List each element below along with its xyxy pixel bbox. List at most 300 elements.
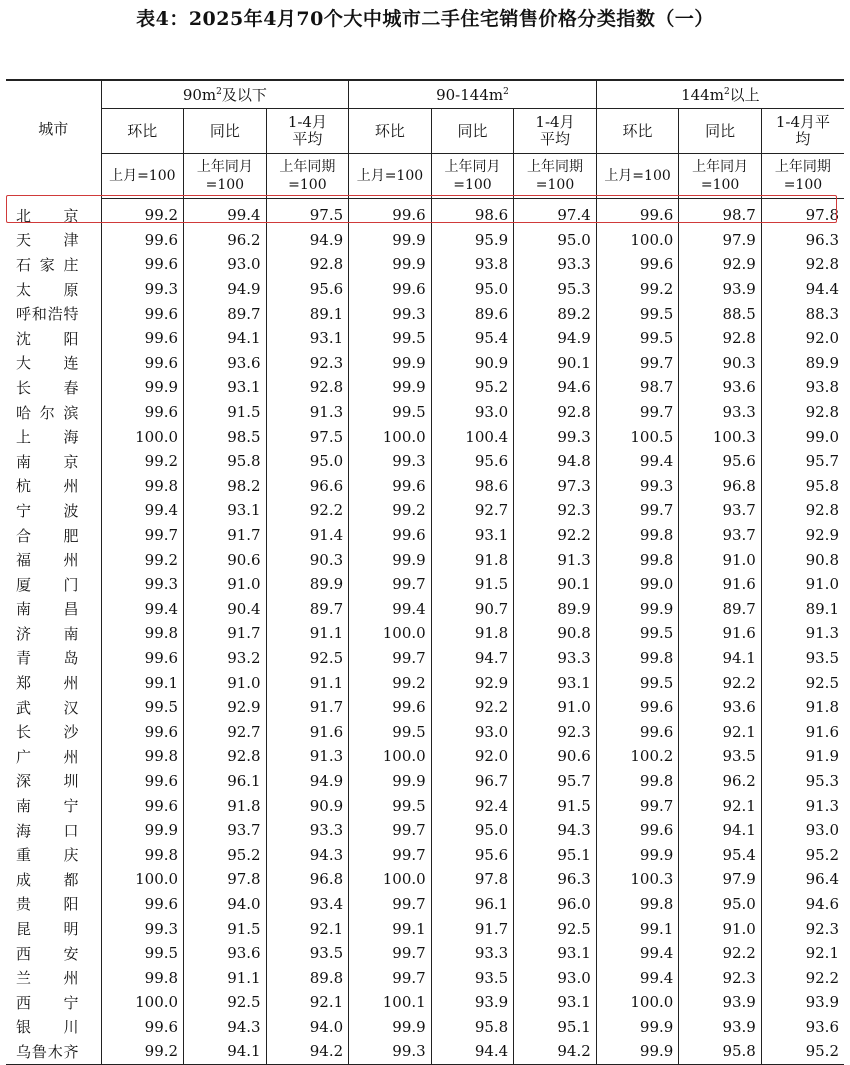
table-row <box>6 867 844 892</box>
index-value: 99.0 <box>596 572 679 597</box>
index-value: 93.5 <box>679 744 762 769</box>
table-row <box>6 916 844 941</box>
city-name: 长春 <box>16 378 79 397</box>
index-value: 94.1 <box>184 326 267 351</box>
index-value: 99.5 <box>349 326 432 351</box>
index-value: 95.6 <box>431 449 514 474</box>
city-name: 青岛 <box>16 649 79 668</box>
index-value: 93.5 <box>761 646 844 671</box>
index-value: 100.3 <box>679 424 762 449</box>
city-name: 贵阳 <box>16 895 79 914</box>
index-value: 99.1 <box>349 916 432 941</box>
index-value: 98.7 <box>679 199 762 228</box>
index-value: 99.9 <box>596 597 679 622</box>
index-value: 94.3 <box>514 818 597 843</box>
index-value: 90.6 <box>514 744 597 769</box>
index-value: 99.8 <box>101 965 184 990</box>
index-value: 90.9 <box>266 793 349 818</box>
index-value: 90.1 <box>514 572 597 597</box>
table-row <box>6 990 844 1015</box>
index-value: 93.0 <box>184 252 267 277</box>
table-row <box>6 965 844 990</box>
index-value: 92.3 <box>514 719 597 744</box>
table-row <box>6 400 844 425</box>
index-value: 94.6 <box>514 375 597 400</box>
index-value: 90.7 <box>431 597 514 622</box>
index-value: 99.7 <box>349 892 432 917</box>
index-value: 91.0 <box>514 695 597 720</box>
index-value: 91.3 <box>514 547 597 572</box>
table-row <box>6 449 844 474</box>
city-name: 昆明 <box>16 920 79 939</box>
index-value: 100.5 <box>596 424 679 449</box>
table-row <box>6 719 844 744</box>
index-value: 99.4 <box>596 449 679 474</box>
city-name: 武汉 <box>16 698 79 717</box>
table-header <box>6 80 844 199</box>
index-value: 92.9 <box>431 670 514 695</box>
index-value: 99.4 <box>184 199 267 228</box>
index-value: 99.4 <box>596 941 679 966</box>
index-value: 94.7 <box>431 646 514 671</box>
index-value: 99.3 <box>101 572 184 597</box>
index-value: 99.6 <box>596 199 679 228</box>
table-row <box>6 818 844 843</box>
index-value: 99.2 <box>101 199 184 228</box>
city-name: 哈尔滨 <box>16 403 79 422</box>
index-value: 93.5 <box>266 941 349 966</box>
index-value: 95.0 <box>431 818 514 843</box>
index-value: 92.8 <box>266 252 349 277</box>
index-value: 97.8 <box>431 867 514 892</box>
index-value: 99.7 <box>349 842 432 867</box>
index-value: 93.0 <box>761 818 844 843</box>
index-value: 99.6 <box>596 818 679 843</box>
index-value: 93.6 <box>184 941 267 966</box>
index-value: 92.7 <box>184 719 267 744</box>
index-value: 95.3 <box>514 277 597 302</box>
index-value: 99.1 <box>596 916 679 941</box>
index-value: 88.5 <box>679 301 762 326</box>
index-value: 91.4 <box>266 523 349 548</box>
table-row <box>6 572 844 597</box>
base-header: 上年同期=100 <box>514 154 597 199</box>
city-name: 宁波 <box>16 501 79 520</box>
index-value: 99.6 <box>101 769 184 794</box>
index-value: 93.0 <box>431 400 514 425</box>
index-value: 93.2 <box>184 646 267 671</box>
price-index-table <box>6 79 844 1065</box>
index-value: 99.6 <box>101 892 184 917</box>
index-value: 100.0 <box>596 228 679 253</box>
index-value: 89.9 <box>514 597 597 622</box>
index-value: 99.6 <box>349 695 432 720</box>
index-value: 100.2 <box>596 744 679 769</box>
index-value: 91.7 <box>184 621 267 646</box>
index-value: 100.1 <box>349 990 432 1015</box>
index-value: 99.4 <box>101 498 184 523</box>
index-value: 99.2 <box>349 670 432 695</box>
table-row <box>6 621 844 646</box>
index-value: 98.7 <box>596 375 679 400</box>
index-value: 99.9 <box>596 842 679 867</box>
index-value: 92.3 <box>514 498 597 523</box>
index-value: 94.3 <box>266 842 349 867</box>
index-value: 99.6 <box>101 351 184 376</box>
index-value: 92.2 <box>514 523 597 548</box>
index-value: 99.7 <box>349 965 432 990</box>
index-value: 99.5 <box>101 941 184 966</box>
table-row <box>6 744 844 769</box>
index-value: 99.3 <box>349 1039 432 1064</box>
city-name: 南昌 <box>16 600 79 619</box>
index-value: 93.1 <box>184 498 267 523</box>
index-value: 95.2 <box>184 842 267 867</box>
index-value: 99.6 <box>101 228 184 253</box>
table-row <box>6 375 844 400</box>
index-value: 93.3 <box>679 400 762 425</box>
index-value: 99.7 <box>349 646 432 671</box>
table-row <box>6 842 844 867</box>
index-value: 99.3 <box>101 277 184 302</box>
group-header-small: $90m^2$及以下 <box>101 80 349 109</box>
base-header: 上年同月=100 <box>184 154 267 199</box>
index-value: 98.2 <box>184 474 267 499</box>
index-value: 90.3 <box>679 351 762 376</box>
index-value: 98.5 <box>184 424 267 449</box>
city-name: 南宁 <box>16 797 79 816</box>
index-value: 91.1 <box>184 965 267 990</box>
index-value: 94.0 <box>266 1015 349 1040</box>
index-value: 99.7 <box>349 818 432 843</box>
index-value: 93.8 <box>761 375 844 400</box>
index-value: 89.8 <box>266 965 349 990</box>
index-value: 94.9 <box>266 228 349 253</box>
index-value: 99.5 <box>596 670 679 695</box>
table-row <box>6 695 844 720</box>
index-value: 96.8 <box>679 474 762 499</box>
city-name: 广州 <box>16 747 79 766</box>
index-value: 91.6 <box>679 572 762 597</box>
index-value: 99.6 <box>596 719 679 744</box>
index-value: 99.7 <box>596 793 679 818</box>
city-name: 石家庄 <box>16 255 79 274</box>
index-value: 97.8 <box>761 199 844 228</box>
index-value: 92.5 <box>514 916 597 941</box>
city-name: 郑州 <box>16 674 79 693</box>
index-value: 99.7 <box>596 351 679 376</box>
index-value: 99.5 <box>349 400 432 425</box>
index-value: 95.2 <box>761 1039 844 1064</box>
index-value: 92.9 <box>679 252 762 277</box>
index-value: 95.6 <box>679 449 762 474</box>
index-value: 99.5 <box>101 695 184 720</box>
index-value: 94.9 <box>184 277 267 302</box>
index-value: 94.9 <box>514 326 597 351</box>
index-value: 92.8 <box>761 252 844 277</box>
index-value: 97.3 <box>514 474 597 499</box>
index-value: 98.6 <box>431 474 514 499</box>
base-header: 上年同期=100 <box>761 154 844 199</box>
index-value: 97.5 <box>266 424 349 449</box>
index-value: 94.1 <box>679 818 762 843</box>
index-value: 99.6 <box>101 793 184 818</box>
table-row <box>6 199 844 228</box>
table-row <box>6 793 844 818</box>
index-value: 92.9 <box>761 523 844 548</box>
index-value: 92.1 <box>679 719 762 744</box>
index-value: 99.9 <box>101 375 184 400</box>
table-row <box>6 252 844 277</box>
index-value: 89.1 <box>266 301 349 326</box>
index-value: 91.3 <box>266 744 349 769</box>
index-value: 91.8 <box>184 793 267 818</box>
index-value: 99.5 <box>596 621 679 646</box>
index-value: 99.6 <box>101 719 184 744</box>
index-value: 99.8 <box>596 547 679 572</box>
index-value: 99.9 <box>349 252 432 277</box>
index-value: 93.3 <box>514 252 597 277</box>
index-value: 89.1 <box>761 597 844 622</box>
city-name: 福州 <box>16 551 79 570</box>
index-value: 99.4 <box>101 597 184 622</box>
sub-header: 1-4月平均 <box>266 109 349 154</box>
index-value: 93.9 <box>431 990 514 1015</box>
index-value: 90.1 <box>514 351 597 376</box>
index-value: 96.8 <box>266 867 349 892</box>
index-value: 99.6 <box>349 474 432 499</box>
index-value: 93.3 <box>514 646 597 671</box>
index-value: 99.6 <box>101 646 184 671</box>
index-value: 91.5 <box>184 400 267 425</box>
index-value: 99.9 <box>101 818 184 843</box>
index-value: 92.9 <box>184 695 267 720</box>
index-value: 99.9 <box>596 1039 679 1064</box>
index-value: 95.0 <box>514 228 597 253</box>
index-value: 95.4 <box>679 842 762 867</box>
index-value: 99.3 <box>596 474 679 499</box>
index-value: 100.0 <box>101 424 184 449</box>
index-value: 93.9 <box>679 990 762 1015</box>
index-value: 93.7 <box>184 818 267 843</box>
index-value: 95.1 <box>514 1015 597 1040</box>
table-row <box>6 498 844 523</box>
index-value: 100.0 <box>349 424 432 449</box>
index-value: 99.9 <box>349 1015 432 1040</box>
index-value: 95.4 <box>431 326 514 351</box>
index-value: 99.6 <box>596 695 679 720</box>
index-value: 95.2 <box>761 842 844 867</box>
city-name: 北京 <box>16 206 79 225</box>
index-value: 91.3 <box>761 621 844 646</box>
table-row <box>6 1039 844 1064</box>
index-value: 100.0 <box>349 744 432 769</box>
index-value: 94.3 <box>184 1015 267 1040</box>
index-value: 89.7 <box>184 301 267 326</box>
index-value: 99.6 <box>101 1015 184 1040</box>
index-value: 92.2 <box>679 941 762 966</box>
city-header-top <box>6 80 101 109</box>
index-value: 92.8 <box>266 375 349 400</box>
index-value: 88.3 <box>761 301 844 326</box>
table-row <box>6 892 844 917</box>
index-value: 91.0 <box>679 916 762 941</box>
city-name: 合肥 <box>16 526 79 545</box>
index-value: 97.5 <box>266 199 349 228</box>
index-value: 92.4 <box>431 793 514 818</box>
index-value: 100.0 <box>596 990 679 1015</box>
index-value: 91.9 <box>761 744 844 769</box>
index-value: 99.2 <box>596 277 679 302</box>
index-value: 93.1 <box>184 375 267 400</box>
index-value: 94.1 <box>184 1039 267 1064</box>
index-value: 94.4 <box>761 277 844 302</box>
index-value: 100.0 <box>349 621 432 646</box>
index-value: 92.1 <box>761 941 844 966</box>
index-value: 91.5 <box>431 572 514 597</box>
index-value: 93.6 <box>761 1015 844 1040</box>
index-value: 99.7 <box>349 941 432 966</box>
sub-header: 环比 <box>596 109 679 154</box>
index-value: 91.6 <box>761 719 844 744</box>
city-name: 太原 <box>16 280 79 299</box>
sub-header: 环比 <box>101 109 184 154</box>
city-name: 大连 <box>16 354 79 373</box>
index-value: 96.3 <box>761 228 844 253</box>
group-header-large: $144m^2$以上 <box>596 80 844 109</box>
table-row <box>6 301 844 326</box>
index-value: 91.7 <box>266 695 349 720</box>
table-row <box>6 351 844 376</box>
sub-header: 同比 <box>679 109 762 154</box>
index-value: 99.5 <box>349 793 432 818</box>
index-value: 93.9 <box>679 277 762 302</box>
group-header-medium: $90-144m^2$ <box>349 80 597 109</box>
index-value: 96.7 <box>431 769 514 794</box>
index-value: 99.2 <box>101 1039 184 1064</box>
index-value: 97.9 <box>679 867 762 892</box>
table-row <box>6 523 844 548</box>
index-value: 95.7 <box>761 449 844 474</box>
city-name: 济南 <box>16 624 79 643</box>
index-value: 99.8 <box>596 769 679 794</box>
index-value: 90.4 <box>184 597 267 622</box>
index-value: 99.6 <box>101 326 184 351</box>
table-title: 表4：2025年4月70个大中城市二手住宅销售价格分类指数（一） <box>136 8 714 30</box>
index-value: 90.3 <box>266 547 349 572</box>
index-value: 93.3 <box>266 818 349 843</box>
city-name: 乌鲁木齐 <box>16 1042 79 1061</box>
index-value: 95.0 <box>679 892 762 917</box>
index-value: 92.2 <box>431 695 514 720</box>
index-value: 89.2 <box>514 301 597 326</box>
index-value: 93.1 <box>514 941 597 966</box>
index-value: 92.1 <box>266 916 349 941</box>
index-value: 99.7 <box>349 572 432 597</box>
index-value: 92.7 <box>431 498 514 523</box>
city-name: 西宁 <box>16 993 79 1012</box>
index-value: 95.2 <box>431 375 514 400</box>
index-value: 96.1 <box>184 769 267 794</box>
index-value: 99.3 <box>514 424 597 449</box>
index-value: 93.9 <box>761 990 844 1015</box>
index-value: 99.8 <box>101 474 184 499</box>
index-value: 95.8 <box>761 474 844 499</box>
table-row <box>6 277 844 302</box>
index-value: 99.4 <box>349 597 432 622</box>
index-value: 91.3 <box>266 400 349 425</box>
index-value: 99.5 <box>596 301 679 326</box>
index-value: 99.7 <box>596 400 679 425</box>
index-value: 93.4 <box>266 892 349 917</box>
index-value: 94.2 <box>514 1039 597 1064</box>
index-value: 95.3 <box>761 769 844 794</box>
city-name: 天津 <box>16 231 79 250</box>
index-value: 92.2 <box>679 670 762 695</box>
index-value: 92.8 <box>514 400 597 425</box>
city-name: 重庆 <box>16 846 79 865</box>
index-value: 92.8 <box>761 400 844 425</box>
city-column-header: 城市 <box>38 119 69 138</box>
index-value: 99.3 <box>349 301 432 326</box>
index-value: 89.7 <box>679 597 762 622</box>
index-value: 91.5 <box>514 793 597 818</box>
index-value: 99.0 <box>761 424 844 449</box>
table-body <box>6 199 844 1065</box>
index-value: 99.9 <box>349 351 432 376</box>
index-value: 99.9 <box>349 547 432 572</box>
table-row <box>6 597 844 622</box>
index-value: 93.1 <box>514 990 597 1015</box>
index-value: 94.0 <box>184 892 267 917</box>
index-value: 93.9 <box>679 1015 762 1040</box>
base-header: 上年同期=100 <box>266 154 349 199</box>
table-row <box>6 646 844 671</box>
index-value: 93.6 <box>679 375 762 400</box>
sub-header: 1-4月平均 <box>514 109 597 154</box>
index-value: 93.8 <box>431 252 514 277</box>
index-value: 92.3 <box>266 351 349 376</box>
index-value: 99.3 <box>101 916 184 941</box>
table-row <box>6 474 844 499</box>
index-value: 91.7 <box>431 916 514 941</box>
index-value: 92.8 <box>679 326 762 351</box>
index-value: 99.2 <box>349 498 432 523</box>
index-value: 93.6 <box>184 351 267 376</box>
index-value: 90.9 <box>431 351 514 376</box>
index-value: 100.4 <box>431 424 514 449</box>
index-value: 91.0 <box>184 670 267 695</box>
index-value: 100.3 <box>596 867 679 892</box>
index-value: 94.2 <box>266 1039 349 1064</box>
index-value: 89.6 <box>431 301 514 326</box>
index-value: 91.8 <box>431 547 514 572</box>
index-value: 93.0 <box>514 965 597 990</box>
base-header: 上月=100 <box>101 154 184 199</box>
index-value: 93.1 <box>514 670 597 695</box>
index-value: 94.1 <box>679 646 762 671</box>
city-name: 呼和浩特 <box>16 305 79 324</box>
index-value: 92.3 <box>679 965 762 990</box>
index-value: 96.0 <box>514 892 597 917</box>
index-value: 92.5 <box>761 670 844 695</box>
index-value: 90.6 <box>184 547 267 572</box>
city-name: 银川 <box>16 1018 79 1037</box>
table-row <box>6 941 844 966</box>
index-value: 93.6 <box>679 695 762 720</box>
base-header: 上月=100 <box>349 154 432 199</box>
index-value: 95.8 <box>431 1015 514 1040</box>
